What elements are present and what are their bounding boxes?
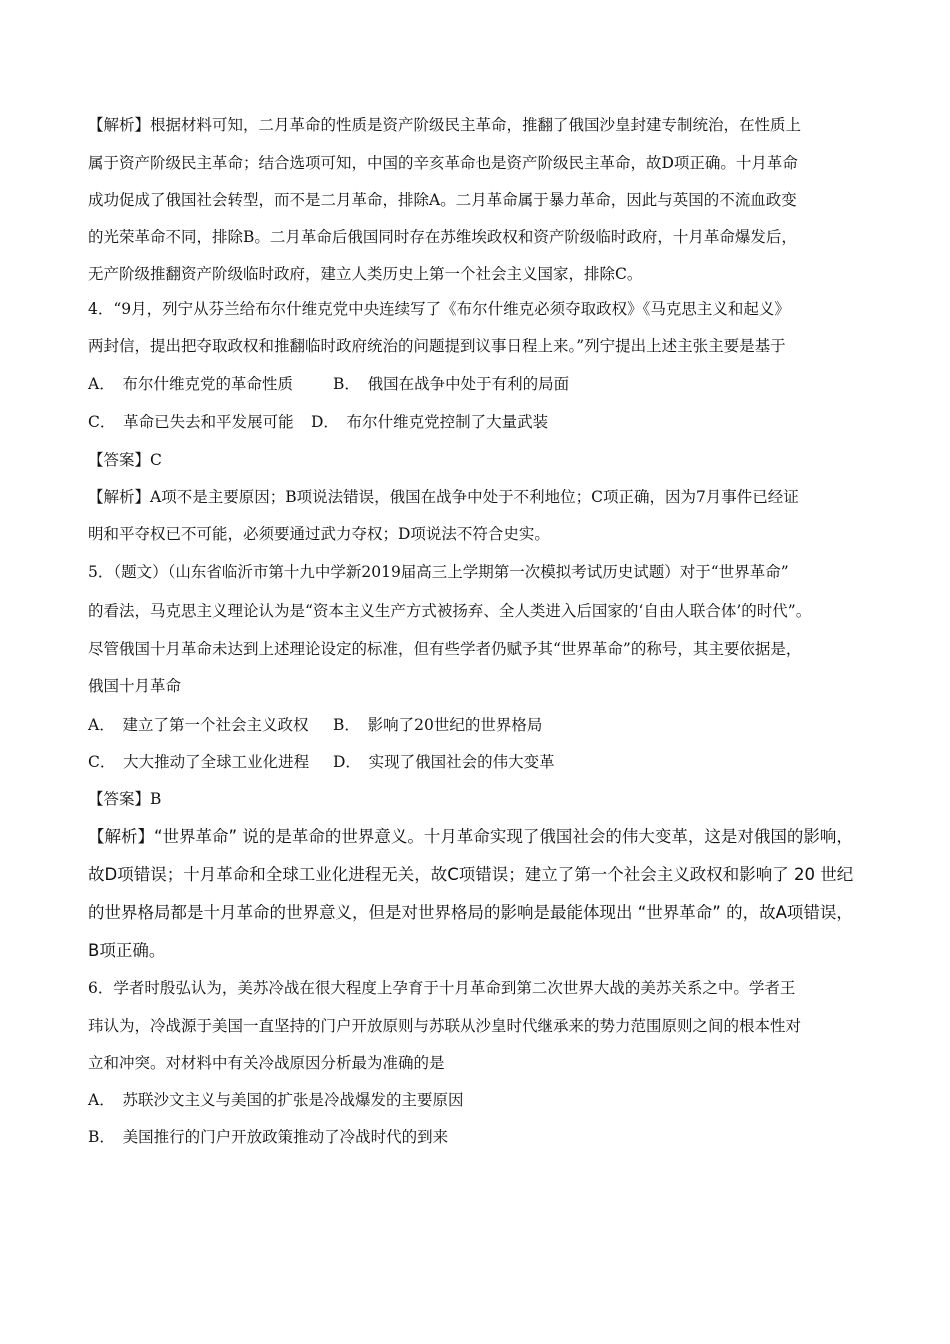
question-4-answer: 【答案】C [88, 451, 162, 469]
question-4-option-c: C． 革命已失去和平发展可能 [88, 413, 294, 431]
question-4-stem-line-1: 4．“9月，列宁从芬兰给布尔什维克党中央连续写了《布尔什维克必须夺取政权》《马克思主义和起义》 [88, 300, 790, 318]
question-6-stem-line-3: 立和冲突。对材料中有关冷战原因分析最为准确的是 [88, 1054, 445, 1072]
question-5-option-d: D． 实现了俄国社会的伟大变革 [333, 753, 555, 771]
question-5-option-c: C． 大大推动了全球工业化进程 [88, 753, 310, 771]
question-6-stem-line-2: 玮认为，冷战源于美国一直坚持的门户开放原则与苏联从沙皇时代继承来的势力范围原则之间的根本性对 [88, 1017, 802, 1035]
question-5-stem-line-2: 的看法，马克思主义理论认为是“资本主义生产方式被扬弃、全人类进入后国家的‘自由人联合体’的时代”。 [88, 602, 812, 620]
analysis-q3-line-4: 的光荣革命不同，排除B。二月革命后俄国同时存在苏维埃政权和资产阶级临时政府，十月革命爆发后， [88, 228, 797, 246]
analysis-q3-line-5: 无产阶级推翻资产阶级临时政府，建立人类历史上第一个社会主义国家，排除C。 [88, 265, 643, 283]
question-4-analysis-line-1: 【解析】A项不是主要原因；B项说法错误，俄国在战争中处于不利地位；C项正确，因为7月事件已经证 [88, 488, 799, 506]
question-5-option-b: B． 影响了20世纪的世界格局 [333, 716, 543, 734]
question-5-stem-line-3: 尽管俄国十月革命未达到上述理论设定的标准，但有些学者仍赋予其“世界革命”的称号，其主要依据是， [88, 640, 802, 658]
question-4-option-a: A． 布尔什维克党的革命性质 [88, 375, 293, 393]
analysis-q3-line-2: 属于资产阶级民主革命；结合选项可知，中国的辛亥革命也是资产阶级民主革命，故D项正确。十月革命 [88, 154, 798, 172]
question-5-analysis-line-2: 故D项错误；十月革命和全球工业化进程无关，故C项错误；建立了第一个社会主义政权和影响了 20 世纪 [88, 865, 854, 884]
question-4-analysis-line-2: 明和平夺权已不可能，必须要通过武力夺权；D项说法不符合史实。 [88, 525, 550, 543]
question-5-stem-line-4: 俄国十月革命 [88, 677, 182, 695]
question-5-answer: 【答案】B [88, 790, 162, 808]
question-5-analysis-line-4: B项正确。 [88, 941, 166, 960]
question-5-analysis-line-3: 的世界格局都是十月革命的世界意义，但是对世界格局的影响是最能体现出 “世界革命” 的，故A项错误， [88, 903, 853, 922]
analysis-q3-line-3: 成功促成了俄国社会转型，而不是二月革命，排除A。二月革命属于暴力革命，因此与英国的不流血政变 [88, 191, 797, 209]
analysis-q3-line-1: 【解析】根据材料可知，二月革命的性质是资产阶级民主革命，推翻了俄国沙皇封建专制统治，在性质上 [88, 116, 802, 134]
question-4-option-b: B． 俄国在战争中处于有利的局面 [333, 375, 570, 393]
question-4-stem-line-2: 两封信，提出把夺取政权和推翻临时政府统治的问题提到议事日程上来。”列宁提出上述主张主要是基于 [88, 337, 786, 355]
question-6-stem-line-1: 6．学者时殷弘认为，美苏冷战在很大程度上孕育于十月革命到第二次世界大战的美苏关系之中。学者王 [88, 979, 796, 997]
question-5-analysis-line-1: 【解析】“世界革命” 说的是革命的世界意义。十月革命实现了俄国社会的伟大变革，这是对俄国的影响， [88, 827, 853, 846]
question-6-option-a: A． 苏联沙文主义与美国的扩张是冷战爆发的主要原因 [88, 1091, 464, 1109]
question-5-stem-line-1: 5．（题文）（山东省临沂市第十九中学新2019届高三上学期第一次模拟考试历史试题）对于“世界革命” [88, 563, 789, 581]
question-5-option-a: A． 建立了第一个社会主义政权 [88, 716, 309, 734]
question-6-option-b: B． 美国推行的门户开放政策推动了冷战时代的到来 [88, 1128, 449, 1146]
question-4-option-d: D． 布尔什维克党控制了大量武装 [311, 413, 549, 431]
